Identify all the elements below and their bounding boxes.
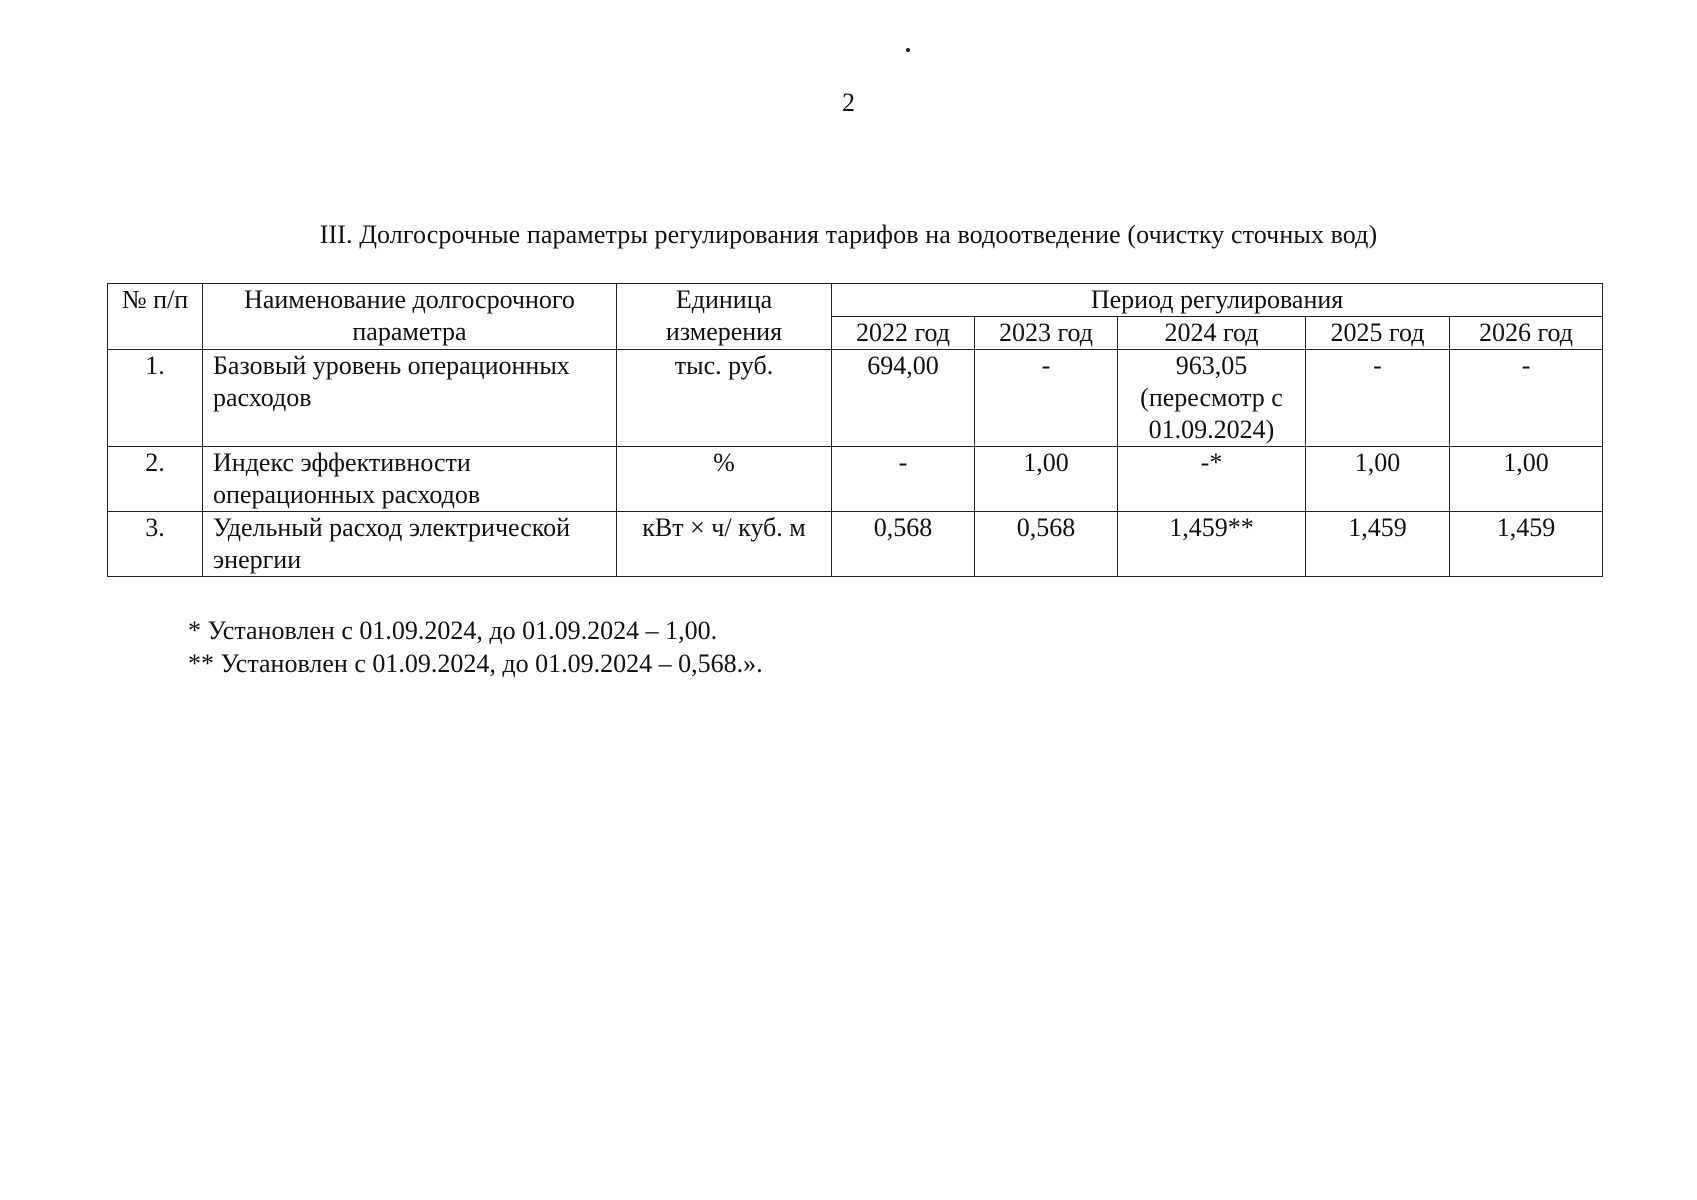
row-value: 1,459 <box>1450 512 1603 577</box>
parameters-table <box>107 283 1603 577</box>
header-name: Наименование долгосрочного параметра <box>203 284 617 350</box>
header-year: 2023 год <box>975 317 1118 350</box>
row-num: 3. <box>108 512 203 577</box>
row-value: 0,568 <box>832 512 975 577</box>
header-unit: Единица измерения <box>617 284 832 350</box>
header-year: 2022 год <box>832 317 975 350</box>
table-row <box>108 447 1603 512</box>
header-period: Период регулирования <box>832 284 1603 317</box>
header-year: 2025 год <box>1306 317 1450 350</box>
section-title: III. Долгосрочные параметры регулирования тарифов на водоотведение (очистку сточных вод) <box>319 220 1378 249</box>
row-value: 963,05 (пересмотр с 01.09.2024) <box>1118 350 1306 447</box>
table-header-row <box>108 284 1603 317</box>
row-unit: кВт × ч/ куб. м <box>617 512 832 577</box>
row-value: 1,00 <box>1450 447 1603 512</box>
row-value: 1,459 <box>1306 512 1450 577</box>
table-row <box>108 512 1603 577</box>
row-name: Базовый уровень операционных расходов <box>203 350 617 447</box>
row-value: - <box>1450 350 1603 447</box>
row-name: Индекс эффективности операционных расходов <box>203 447 617 512</box>
header-year: 2026 год <box>1450 317 1603 350</box>
row-num: 1. <box>108 350 203 447</box>
row-unit: % <box>617 447 832 512</box>
footnote: * Установлен с 01.09.2024, до 01.09.2024 – 1,00. <box>188 616 718 645</box>
scan-speck <box>906 48 910 52</box>
row-name: Удельный расход электрической энергии <box>203 512 617 577</box>
row-value: - <box>832 447 975 512</box>
row-value: - <box>1306 350 1450 447</box>
row-unit: тыс. руб. <box>617 350 832 447</box>
table-row <box>108 350 1603 447</box>
footnotes <box>188 614 763 680</box>
row-value: 694,00 <box>832 350 975 447</box>
row-num: 2. <box>108 447 203 512</box>
footnote: ** Установлен с 01.09.2024, до 01.09.2024 – 0,568.». <box>188 649 763 678</box>
row-value: 1,459** <box>1118 512 1306 577</box>
row-value: - <box>975 350 1118 447</box>
header-year: 2024 год <box>1118 317 1306 350</box>
page-number: 2 <box>842 88 855 117</box>
row-value: -* <box>1118 447 1306 512</box>
row-value: 1,00 <box>1306 447 1450 512</box>
row-value: 0,568 <box>975 512 1118 577</box>
header-num: № п/п <box>108 284 203 350</box>
row-value: 1,00 <box>975 447 1118 512</box>
